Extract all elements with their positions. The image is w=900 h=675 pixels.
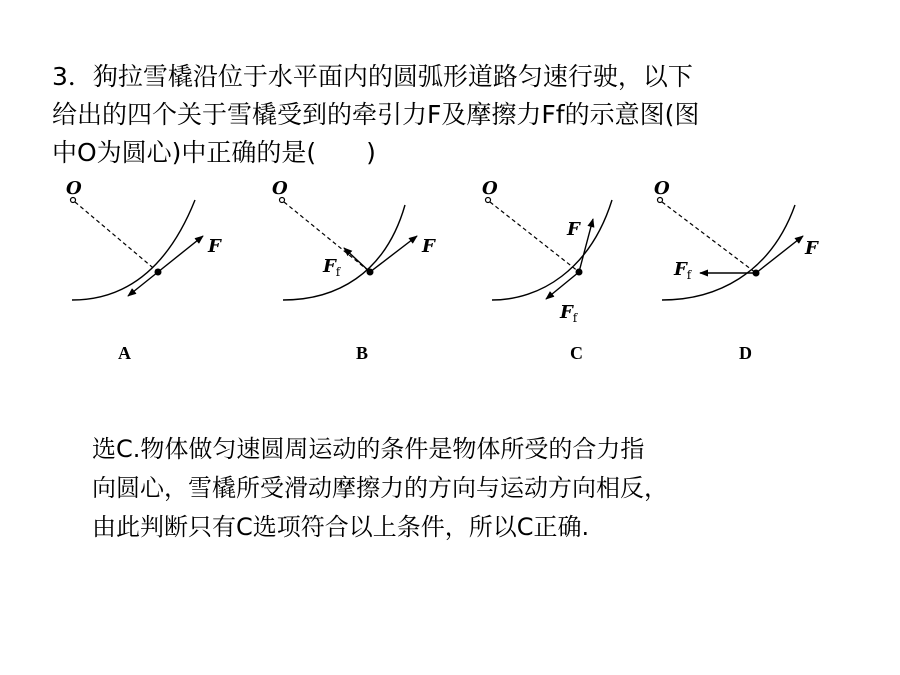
arc-path-d (662, 205, 795, 300)
radius-line-a (75, 202, 158, 272)
friction-ff-label-b: $F_f$ (323, 256, 341, 279)
center-label-b: O (272, 178, 288, 199)
question-line-3: 中O为圆心)中正确的是( ) (52, 138, 376, 167)
question-text (52, 58, 852, 172)
arc-path-b (283, 205, 405, 300)
friction-ff-label-d: $F_f$ (674, 259, 692, 282)
answer-line-3: 由此判断只有C选项符合以上条件，所以C正确. (92, 513, 590, 541)
force-f-label-d: F (805, 238, 818, 259)
force-f-label-b: F (422, 236, 435, 257)
force-f-arrow-d (756, 236, 803, 273)
answer-line-2: 向圆心，雪橇所受滑动摩擦力的方向与运动方向相反， (92, 474, 668, 502)
diagram-a (66, 178, 222, 300)
question-line-1: 3．狗拉雪橇沿位于水平面内的圆弧形道路匀速行驶，以下 (52, 62, 693, 91)
friction-ff-arrow-b (344, 248, 370, 272)
force-f-label-a: F (208, 236, 221, 257)
caption-b: B (356, 343, 369, 363)
friction-ff-label-c: $F_f$ (560, 302, 578, 325)
diagram-c (482, 178, 612, 325)
force-f-arrow-b (370, 236, 417, 272)
radius-line-c (490, 202, 579, 272)
force-diagrams (0, 170, 900, 370)
caption-a: A (118, 343, 131, 363)
force-diagrams-svg (0, 170, 900, 370)
diagram-b (272, 178, 436, 300)
center-label-c: O (482, 178, 498, 199)
arc-path-a (72, 200, 195, 300)
force-f-label-c: F (567, 219, 580, 240)
answer-line-1: 选C.物体做匀速圆周运动的条件是物体所受的合力指 (92, 435, 645, 463)
question-line-2: 给出的四个关于雪橇受到的牵引力F及摩擦力Ff的示意图(图 (52, 100, 700, 129)
arc-path-c (492, 200, 612, 300)
center-label-d: O (654, 178, 670, 199)
center-label-a: O (66, 178, 82, 199)
answer-explanation (92, 430, 832, 547)
caption-d: D (739, 343, 752, 363)
caption-c: C (570, 343, 583, 363)
diagram-d (654, 178, 819, 300)
